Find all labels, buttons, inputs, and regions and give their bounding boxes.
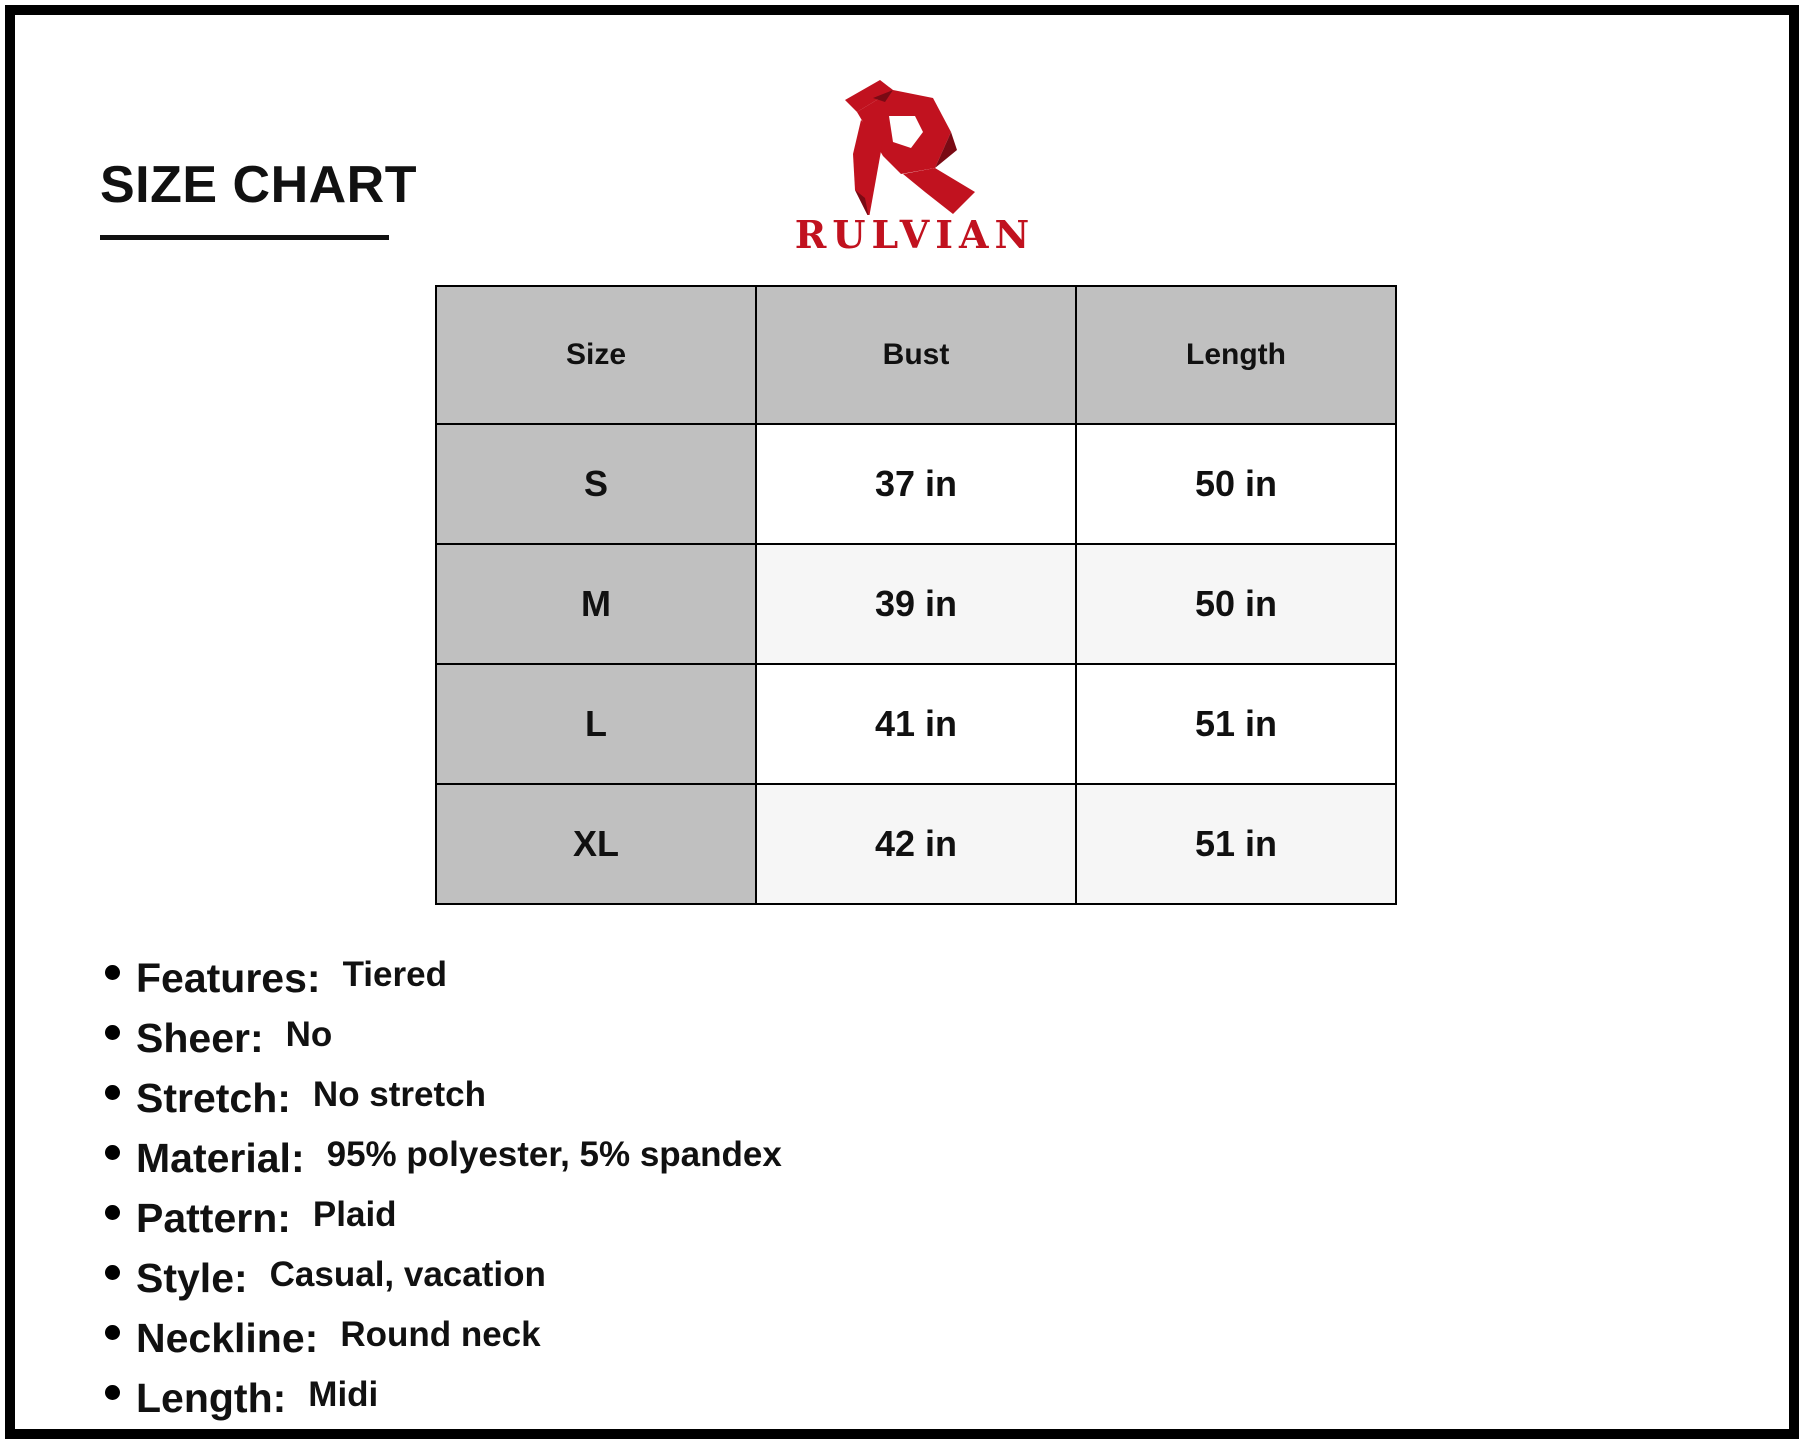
spec-style [105,1255,782,1315]
length-cell: 50 in [1076,424,1396,544]
column-header-size: Size [436,286,756,424]
bust-cell: 41 in [756,664,1076,784]
bullet-icon [105,1385,120,1400]
spec-label: Sheer: [136,1015,264,1061]
bullet-icon [105,1025,120,1040]
spec-value: Round neck [340,1315,541,1354]
spec-value: Tiered [342,955,447,994]
spec-value: Casual, vacation [269,1255,546,1294]
bullet-icon [105,1325,120,1340]
rulvian-r-logo-icon [785,70,1045,215]
spec-label: Stretch: [136,1075,291,1121]
spec-label: Length: [136,1375,287,1421]
column-header-length: Length [1076,286,1396,424]
spec-label: Material: [136,1135,305,1181]
size-table [435,285,1397,905]
spec-length [105,1375,782,1435]
spec-label: Features: [136,955,321,1001]
table-row [436,424,1396,544]
spec-pattern [105,1195,782,1255]
bullet-icon [105,965,120,980]
bust-cell: 37 in [756,424,1076,544]
table-row [436,544,1396,664]
length-cell: 51 in [1076,784,1396,904]
bullet-icon [105,1205,120,1220]
brand-name: RULVIAN [794,212,1036,257]
spec-features [105,955,782,1015]
bullet-icon [105,1265,120,1280]
table-row [436,664,1396,784]
spec-label: Neckline: [136,1315,319,1361]
size-cell: S [436,424,756,544]
bust-cell: 39 in [756,544,1076,664]
length-cell: 50 in [1076,544,1396,664]
spec-value: No [285,1015,333,1054]
spec-sheer [105,1015,782,1075]
spec-stretch [105,1075,782,1135]
spec-label: Pattern: [136,1195,291,1241]
spec-value: 95% polyester, 5% spandex [326,1135,782,1174]
bullet-icon [105,1145,120,1160]
spec-material [105,1135,782,1195]
length-cell: 51 in [1076,664,1396,784]
page-title: SIZE CHART [100,156,417,214]
table-row [436,784,1396,904]
size-cell: L [436,664,756,784]
spec-value: Plaid [312,1195,397,1234]
spec-list [105,955,782,1435]
column-header-bust: Bust [756,286,1076,424]
spec-neckline [105,1315,782,1375]
title-underline [100,235,389,240]
spec-value: Midi [308,1375,379,1414]
spec-label: Style: [136,1255,248,1301]
spec-value: No stretch [312,1075,487,1114]
brand-logo [785,70,1045,270]
page-frame [5,5,1799,1439]
size-cell: XL [436,784,756,904]
table-header-row [436,286,1396,424]
bullet-icon [105,1085,120,1100]
size-cell: M [436,544,756,664]
bust-cell: 42 in [756,784,1076,904]
